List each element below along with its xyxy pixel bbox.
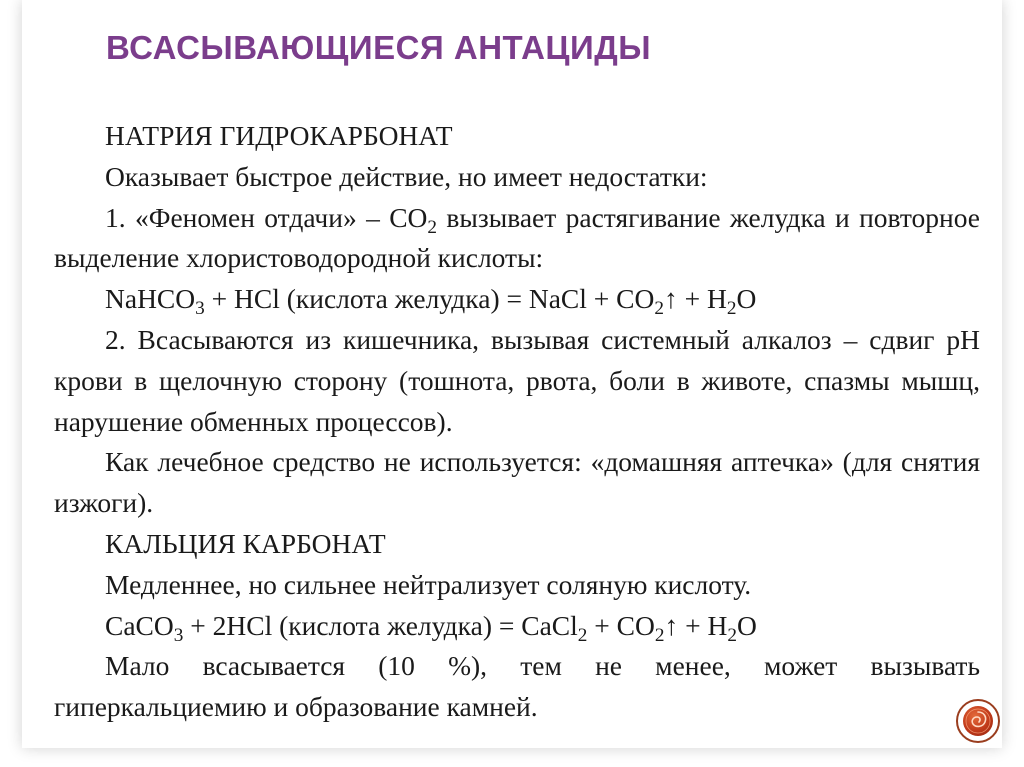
swirl-pattern-icon [963,706,993,736]
calcium-intro: Медленнее, но сильнее нейтрализует соляную кислоту. [105,568,752,600]
calcium-absorption-paragraph: Мало всасывается (10 %), тем не менее, может вызывать гиперкальциемию и образование камней. [54,650,980,723]
usage-paragraph: Как лечебное средство не используется: «домашняя аптечка» (для снятия изжоги). [54,446,980,519]
rebound-effect-paragraph: 1. «Феномен отдачи» – $CO_2$ вызывает растягивание желудка и повторное выделение хлористоводородной кислоты: [54,201,981,274]
slide-body [54,116,980,728]
equation-sodium: NaHCO$_3$ + HCl (кислота желудка) = NaCl + $CO_2↑ + H_2O$ [105,283,757,319]
slide-title: ВСАСЫВАЮЩИЕСЯ АНТАЦИДЫ [106,29,652,66]
equation-calcium: CaCO$_3$ + 2HCl (кислота желудка) = CaCl$_2$ + $CO_2↑ + H_2O$ [105,609,757,646]
heading-calcium-carbonate: КАЛЬЦИЯ КАРБОНАТ [105,527,386,559]
alkalosis-paragraph: 2. Всасываются из кишечника, вызывая системный алкалоз – сдвиг рН крови в щелочную сторону (тошнота, рвота, боли в животе, спазмы мышц, нарушение обменных процессов). [54,323,980,437]
slide-nav-button[interactable] [956,699,1000,743]
sodium-intro: Оказывает быстрое действие, но имеет недостатки: [105,160,708,192]
heading-sodium-bicarbonate: НАТРИЯ ГИДРОКАРБОНАТ [105,120,453,151]
